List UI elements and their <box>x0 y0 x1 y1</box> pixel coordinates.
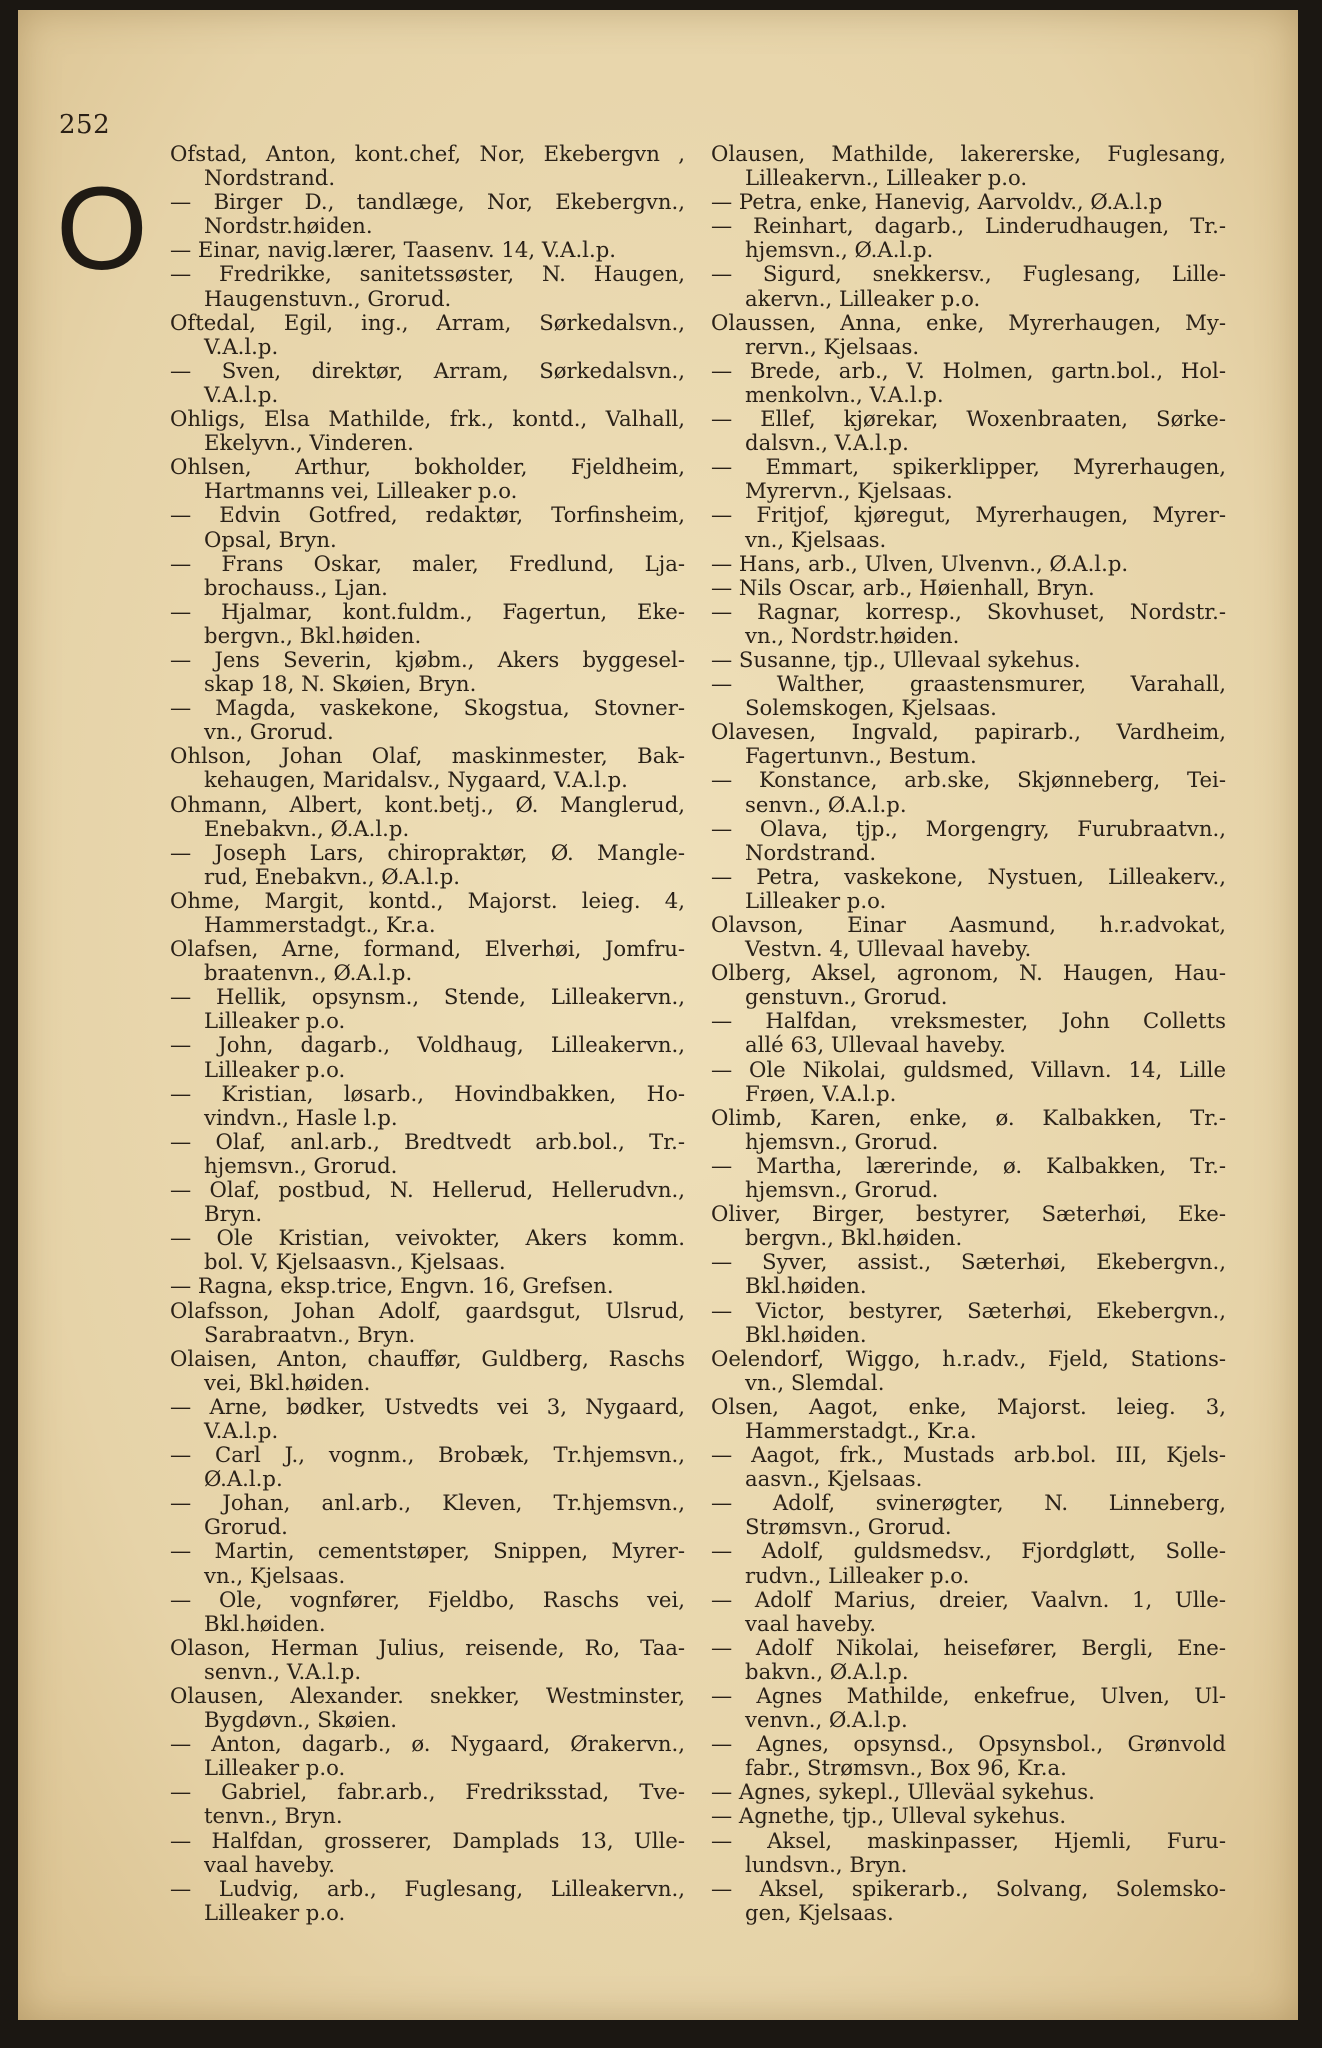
entry-continuation-line: hjemsvn., Grorud. <box>745 1177 939 1203</box>
entry-line: — Brede, arb., V. Holmen, gartn.bol., Hol- <box>711 357 1226 383</box>
entry-line: Olason, Herman Julius, reisende, Ro, Taa- <box>170 1634 685 1660</box>
directory-entry <box>711 648 1226 672</box>
entry-continuation-line: Ekelyvn., Vinderen. <box>204 430 414 456</box>
directory-entry <box>170 600 685 648</box>
directory-entry <box>170 1347 685 1395</box>
entry-continuation-line: senvn., Ø.A.l.p. <box>745 791 907 817</box>
entry-line: — Adolf Nikolai, heisefører, Bergli, Ene- <box>711 1634 1226 1660</box>
directory-entry <box>711 311 1226 359</box>
entry-continuation-line: kehaugen, Maridalsv., Nygaard, V.A.l.p. <box>204 767 628 793</box>
directory-entry <box>711 1009 1226 1057</box>
entry-continuation-line: senvn., V.A.l.p. <box>204 1658 362 1684</box>
entry-line: — Reinhart, dagarb., Linderudhaugen, Tr.- <box>711 213 1226 239</box>
entry-continuation-line: Myrervn., Kjelsaas. <box>745 478 953 504</box>
entry-line: Olafsen, Arne, formand, Elverhøi, Jomfru- <box>170 936 685 962</box>
directory-entry <box>170 1226 685 1274</box>
entry-continuation-line: Frøen, V.A.l.p. <box>745 1080 897 1106</box>
directory-entry <box>711 1250 1226 1298</box>
entry-continuation-line: V.A.l.p. <box>204 381 279 407</box>
directory-entry <box>170 407 685 455</box>
directory-entry <box>711 359 1226 407</box>
entry-line: — Adolf Marius, dreier, Vaalvn. 1, Ulle- <box>711 1586 1226 1612</box>
entry-continuation-line: vindvn., Hasle l.p. <box>204 1104 398 1130</box>
directory-entry <box>711 1636 1226 1684</box>
entry-line: — Adolf, guldsmedsv., Fjordgløtt, Solle- <box>711 1538 1226 1564</box>
entry-continuation-line: Solemskogen, Kjelsaas. <box>745 695 997 721</box>
entry-line: — Ole Nikolai, guldsmed, Villavn. 14, Lille <box>711 1056 1226 1082</box>
directory-entry <box>170 744 685 792</box>
entry-line: Ohme, Margit, kontd., Majorst. leieg. 4, <box>170 887 685 913</box>
directory-entry <box>711 1588 1226 1636</box>
entry-continuation-line: Strømsvn., Grorud. <box>745 1514 952 1540</box>
entry-continuation-line: brochauss., Ljan. <box>204 574 388 600</box>
entry-continuation-line: vn., Grorud. <box>204 719 334 745</box>
directory-entry <box>711 600 1226 648</box>
directory-entry <box>170 1684 685 1732</box>
directory-entry <box>711 1732 1226 1780</box>
directory-entry <box>170 937 685 985</box>
directory-entry <box>170 552 685 600</box>
entry-continuation-line: Hammerstadgt., Kr.a. <box>204 912 436 937</box>
entry-line: — Adolf, svinerøgter, N. Linneberg, <box>711 1490 1226 1516</box>
section-letter: O <box>56 163 148 295</box>
entry-line: Ohmann, Albert, kont.betj., Ø. Manglerud, <box>170 791 685 817</box>
directory-entry <box>170 1033 685 1081</box>
entry-continuation-line: rudvn., Lilleaker p.o. <box>745 1562 970 1588</box>
entry-line: — Ragna, eksp.trice, Engvn. 16, Grefsen. <box>170 1273 614 1299</box>
entry-line: — Edvin Gotfred, redaktør, Torfinsheim, <box>170 502 685 528</box>
directory-entry <box>711 262 1226 310</box>
directory-entry <box>170 1588 685 1636</box>
entry-continuation-line: tenvn., Bryn. <box>204 1803 343 1829</box>
directory-entry <box>170 1299 685 1347</box>
entry-continuation-line: Bkl.høiden. <box>204 1610 326 1636</box>
entry-line: — Agnes Mathilde, enkefrue, Ulven, Ul- <box>711 1683 1226 1708</box>
entry-line: — Einar, navig.lærer, Taasenv. 14, V.A.l.p. <box>170 237 616 263</box>
entry-line: — Fredrikke, sanitetssøster, N. Haugen, <box>170 261 685 287</box>
entry-continuation-line: Bryn. <box>204 1201 263 1227</box>
entry-line: — Martha, lærerinde, ø. Kalbakken, Tr.- <box>711 1152 1226 1178</box>
entry-line: Olausen, Alexander. snekker, Westminster, <box>170 1683 685 1708</box>
directory-entry <box>711 1491 1226 1539</box>
entry-continuation-line: vaal haveby. <box>745 1610 876 1636</box>
directory-entry <box>170 1443 685 1491</box>
entry-continuation-line: Opsal, Bryn. <box>204 526 337 552</box>
entry-line: — Birger D., tandlæge, Nor, Ekebergvn., <box>170 189 685 215</box>
entry-line: Olavesen, Ingvald, papirarb., Vardheim, <box>711 719 1226 745</box>
directory-entry <box>170 1636 685 1684</box>
entry-continuation-line: Nordstr.høiden. <box>204 213 373 239</box>
entry-continuation-line: Lilleakervn., Lilleaker p.o. <box>745 165 1028 191</box>
entry-continuation-line: Hammerstadgt., Kr.a. <box>745 1417 977 1443</box>
entry-line: — Frans Oskar, maler, Fredlund, Lja- <box>170 550 685 576</box>
entry-continuation-line: venvn., Ø.A.l.p. <box>745 1707 908 1733</box>
entry-continuation-line: Bygdøvn., Skøien. <box>204 1707 398 1733</box>
entry-line: — Olaf, postbud, N. Hellerud, Hellerudvn., <box>170 1177 685 1203</box>
directory-entry <box>711 1780 1226 1804</box>
directory-entry <box>170 696 685 744</box>
directory-entry <box>170 190 685 238</box>
entry-line: — Martin, cementstøper, Snippen, Myrer- <box>170 1538 685 1564</box>
left-column <box>170 142 685 1925</box>
entry-line: — Ole, vognfører, Fjeldbo, Raschs vei, <box>170 1586 685 1612</box>
entry-line: — Halfdan, grosserer, Damplads 13, Ulle- <box>170 1827 685 1853</box>
entry-continuation-line: skap 18, N. Skøien, Bryn. <box>204 671 477 697</box>
entry-continuation-line: lundsvn., Bryn. <box>745 1851 908 1877</box>
entry-continuation-line: bol. V, Kjelsaasvn., Kjelsaas. <box>204 1249 506 1275</box>
entry-continuation-line: aasvn., Kjelsaas. <box>745 1466 923 1492</box>
directory-entry <box>170 1829 685 1877</box>
right-column <box>711 142 1226 1925</box>
directory-entry <box>711 142 1226 190</box>
directory-entry <box>170 1539 685 1587</box>
entry-line: Oliver, Birger, bestyrer, Sæterhøi, Eke- <box>711 1201 1226 1227</box>
entry-continuation-line: Lilleaker p.o. <box>204 1056 346 1082</box>
entry-line: — Agnethe, tjp., Ulleval sykehus. <box>711 1803 1067 1829</box>
entry-continuation-line: vei, Bkl.høiden. <box>204 1369 371 1395</box>
directory-entry <box>170 359 685 407</box>
entry-line: — Halfdan, vreksmester, John Colletts <box>711 1008 1226 1034</box>
entry-line: — Johan, anl.arb., Kleven, Tr.hjemsvn., <box>170 1490 685 1516</box>
entry-continuation-line: Bkl.høiden. <box>745 1273 867 1299</box>
directory-entry <box>711 455 1226 503</box>
directory-entry <box>711 214 1226 262</box>
directory-entry <box>711 1106 1226 1154</box>
directory-entry <box>170 1274 685 1298</box>
entry-continuation-line: Hartmanns vei, Lilleaker p.o. <box>204 478 518 504</box>
entry-continuation-line: allé 63, Ullevaal haveby. <box>745 1032 1006 1058</box>
directory-entry <box>711 1877 1226 1925</box>
entry-line: — Hjalmar, kont.fuldm., Fagertun, Eke- <box>170 598 685 624</box>
directory-entry <box>711 1202 1226 1250</box>
directory-entry <box>711 1443 1226 1491</box>
entry-line: — Walther, graastensmurer, Varahall, <box>711 671 1226 697</box>
directory-entry <box>711 1299 1226 1347</box>
entry-continuation-line: Nordstrand. <box>745 839 877 865</box>
entry-line: — Syver, assist., Sæterhøi, Ekebergvn., <box>711 1249 1226 1275</box>
entry-continuation-line: Bkl.høiden. <box>745 1321 867 1347</box>
entry-continuation-line: Sarabraatvn., Bryn. <box>204 1321 416 1347</box>
entry-continuation-line: Enebakvn., Ø.A.l.p. <box>204 815 410 841</box>
entry-line: — Jens Severin, kjøbm., Akers byggesel- <box>170 646 685 672</box>
entry-continuation-line: braatenvn., Ø.A.l.p. <box>204 960 413 986</box>
page-number: 252 <box>59 110 111 140</box>
entry-continuation-line: bakvn., Ø.A.l.p. <box>745 1658 909 1684</box>
entry-line: — Carl J., vognm., Brobæk, Tr.hjemsvn., <box>170 1442 685 1468</box>
entry-continuation-line: Vestvn. 4, Ullevaal haveby. <box>745 936 1032 962</box>
entry-line: — Gabriel, fabr.arb., Fredriksstad, Tve- <box>170 1779 685 1805</box>
entry-continuation-line: Lilleaker p.o. <box>204 1899 346 1925</box>
entry-continuation-line: hjemsvn., Grorud. <box>745 1128 939 1154</box>
entry-continuation-line: Grorud. <box>204 1514 288 1540</box>
entry-line: — Aksel, maskinpasser, Hjemli, Furu- <box>711 1827 1226 1853</box>
directory-entry <box>170 1877 685 1925</box>
entry-line: — Ragnar, korresp., Skovhuset, Nordstr.- <box>711 598 1226 624</box>
entry-line: — Joseph Lars, chiropraktør, Ø. Mangle- <box>170 839 685 865</box>
entry-continuation-line: menkolvn., V.A.l.p. <box>745 381 944 407</box>
directory-entry <box>711 768 1226 816</box>
entry-continuation-line: bergvn., Bkl.høiden. <box>204 622 422 648</box>
entry-line: — Susanne, tjp., Ullevaal sykehus. <box>711 646 1081 672</box>
directory-entry <box>170 1130 685 1178</box>
entry-continuation-line: fabr., Strømsvn., Box 96, Kr.a. <box>745 1755 1067 1781</box>
directory-entry <box>711 503 1226 551</box>
entry-line: Olaisen, Anton, chauffør, Guldberg, Raschs <box>170 1345 685 1371</box>
directory-entry <box>170 142 685 190</box>
directory-entry <box>711 672 1226 720</box>
entry-line: — Victor, bestyrer, Sæterhøi, Ekebergvn., <box>711 1297 1226 1323</box>
entry-continuation-line: genstuvn., Grorud. <box>745 984 948 1010</box>
directory-entry <box>170 1178 685 1226</box>
entry-line: — Fritjof, kjøregut, Myrerhaugen, Myrer- <box>711 502 1226 528</box>
directory-entry <box>711 1058 1226 1106</box>
entry-line: Olausen, Mathilde, lakererske, Fuglesang, <box>711 141 1226 166</box>
directory-entry <box>711 1684 1226 1732</box>
entry-continuation-line: rud, Enebakvn., Ø.A.l.p. <box>204 863 461 889</box>
entry-line: — Sven, direktør, Arram, Sørkedalsvn., <box>170 357 685 383</box>
entry-line: Ohlson, Johan Olaf, maskinmester, Bak- <box>170 743 685 769</box>
entry-line: — Agnes, opsynsd., Opsynsbol., Grønvold <box>711 1731 1226 1757</box>
entry-line: — Ellef, kjørekar, Woxenbraaten, Sørke- <box>711 406 1226 432</box>
entry-line: — Konstance, arb.ske, Skjønneberg, Tei- <box>711 767 1226 793</box>
directory-entry <box>170 1082 685 1130</box>
entry-line: Olaussen, Anna, enke, Myrerhaugen, My- <box>711 309 1226 335</box>
entry-continuation-line: Lilleaker p.o. <box>204 1008 346 1034</box>
entry-line: Oftedal, Egil, ing., Arram, Sørkedalsvn., <box>170 309 685 335</box>
entry-continuation-line: gen, Kjelsaas. <box>745 1899 894 1925</box>
entry-continuation-line: Nordstrand. <box>204 165 336 191</box>
entry-continuation-line: Fagertunvn., Bestum. <box>745 743 977 769</box>
entry-line: — Petra, vaskekone, Nystuen, Lilleakerv., <box>711 863 1226 889</box>
entry-continuation-line: dalsvn., V.A.l.p. <box>745 430 909 456</box>
directory-entry <box>711 1395 1226 1443</box>
entry-line: — Olaf, anl.arb., Bredtvedt arb.bol., Tr.- <box>170 1128 685 1154</box>
entry-continuation-line: vaal haveby. <box>204 1851 335 1877</box>
entry-line: — John, dagarb., Voldhaug, Lilleakervn., <box>170 1032 685 1058</box>
entry-line: — Agnes, sykepl., Ulleväal sykehus. <box>711 1779 1095 1805</box>
entry-line: — Kristian, løsarb., Hovindbakken, Ho- <box>170 1080 685 1106</box>
directory-entry <box>711 552 1226 576</box>
entry-continuation-line: V.A.l.p. <box>204 333 279 359</box>
directory-entry <box>170 1491 685 1539</box>
directory-entry <box>711 1154 1226 1202</box>
directory-entry <box>170 503 685 551</box>
entry-line: Olimb, Karen, enke, ø. Kalbakken, Tr.- <box>711 1104 1226 1130</box>
directory-entry <box>711 1539 1226 1587</box>
entry-line: Ofstad, Anton, kont.chef, Nor, Ekebergvn , <box>170 141 685 166</box>
entry-continuation-line: akervn., Lilleaker p.o. <box>745 285 981 311</box>
directory-entry <box>170 238 685 262</box>
directory-entry <box>170 455 685 503</box>
directory-entry <box>170 262 685 310</box>
entry-line: — Aksel, spikerarb., Solvang, Solemsko- <box>711 1875 1226 1901</box>
entry-line: Ohlsen, Arthur, bokholder, Fjeldheim, <box>170 454 685 480</box>
entry-line: — Sigurd, snekkersv., Fuglesang, Lille- <box>711 261 1226 287</box>
directory-entry <box>711 961 1226 1009</box>
entry-line: Olavson, Einar Aasmund, h.r.advokat, <box>711 912 1226 937</box>
directory-entry <box>711 913 1226 961</box>
entry-line: — Ludvig, arb., Fuglesang, Lilleakervn., <box>170 1875 685 1901</box>
entry-continuation-line: bergvn., Bkl.høiden. <box>745 1225 963 1251</box>
entry-line: — Aagot, frk., Mustads arb.bol. III, Kjels- <box>711 1442 1226 1468</box>
entry-line: — Nils Oscar, arb., Høienhall, Bryn. <box>711 574 1095 600</box>
directory-entry <box>170 1780 685 1828</box>
entry-line: — Olava, tjp., Morgengry, Furubraatvn., <box>711 815 1226 841</box>
entry-line: — Arne, bødker, Ustvedts vei 3, Nygaard, <box>170 1393 685 1419</box>
entry-continuation-line: Lilleaker p.o. <box>204 1755 346 1781</box>
entry-continuation-line: hjemsvn., Ø.A.l.p. <box>745 237 934 263</box>
directory-entry <box>711 407 1226 455</box>
directory-entry <box>711 817 1226 865</box>
entry-line: Olafsson, Johan Adolf, gaardsgut, Ulsrud, <box>170 1297 685 1323</box>
directory-entry <box>711 1804 1226 1828</box>
directory-entry <box>170 889 685 937</box>
entry-continuation-line: V.A.l.p. <box>204 1417 279 1443</box>
entry-continuation-line: Haugenstuvn., Grorud. <box>204 285 452 311</box>
entry-line: — Ole Kristian, veivokter, Akers komm. <box>170 1225 685 1251</box>
directory-entry <box>711 576 1226 600</box>
entry-continuation-line: rervn., Kjelsaas. <box>745 333 920 359</box>
entry-line: Olberg, Aksel, agronom, N. Haugen, Hau- <box>711 960 1226 986</box>
entry-line: — Anton, dagarb., ø. Nygaard, Ørakervn., <box>170 1731 685 1757</box>
entry-continuation-line: vn., Kjelsaas. <box>745 526 887 552</box>
entry-line: — Hans, arb., Ulven, Ulvenvn., Ø.A.l.p. <box>711 550 1129 576</box>
directory-entry <box>170 841 685 889</box>
directory-entry <box>170 1732 685 1780</box>
directory-entry <box>170 311 685 359</box>
directory-entry <box>170 1395 685 1443</box>
entry-line: — Hellik, opsynsm., Stende, Lilleakervn., <box>170 984 685 1010</box>
entry-continuation-line: hjemsvn., Grorud. <box>204 1152 398 1178</box>
entry-continuation-line: vn., Kjelsaas. <box>204 1562 346 1588</box>
entry-line: — Petra, enke, Hanevig, Aarvoldv., Ø.A.l.p <box>711 189 1163 215</box>
entry-continuation-line: vn., Nordstr.høiden. <box>745 622 960 648</box>
directory-entry <box>711 1347 1226 1395</box>
directory-entry <box>711 720 1226 768</box>
directory-entry <box>711 1829 1226 1877</box>
directory-entry <box>170 793 685 841</box>
directory-entry <box>170 985 685 1033</box>
entry-continuation-line: Lilleaker p.o. <box>745 887 887 913</box>
directory-entry <box>170 648 685 696</box>
entry-line: — Magda, vaskekone, Skogstua, Stovner- <box>170 695 685 721</box>
directory-page <box>18 10 1298 2020</box>
entry-continuation-line: Ø.A.l.p. <box>204 1466 283 1492</box>
entry-line: Olsen, Aagot, enke, Majorst. leieg. 3, <box>711 1393 1226 1419</box>
entry-line: Ohligs, Elsa Mathilde, frk., kontd., Valhall, <box>170 406 685 432</box>
directory-entry <box>711 190 1226 214</box>
entry-continuation-line: vn., Slemdal. <box>745 1369 885 1395</box>
directory-entry <box>711 865 1226 913</box>
entry-line: — Emmart, spikerklipper, Myrerhaugen, <box>711 454 1226 480</box>
entry-line: Oelendorf, Wiggo, h.r.adv., Fjeld, Stations- <box>711 1345 1226 1371</box>
